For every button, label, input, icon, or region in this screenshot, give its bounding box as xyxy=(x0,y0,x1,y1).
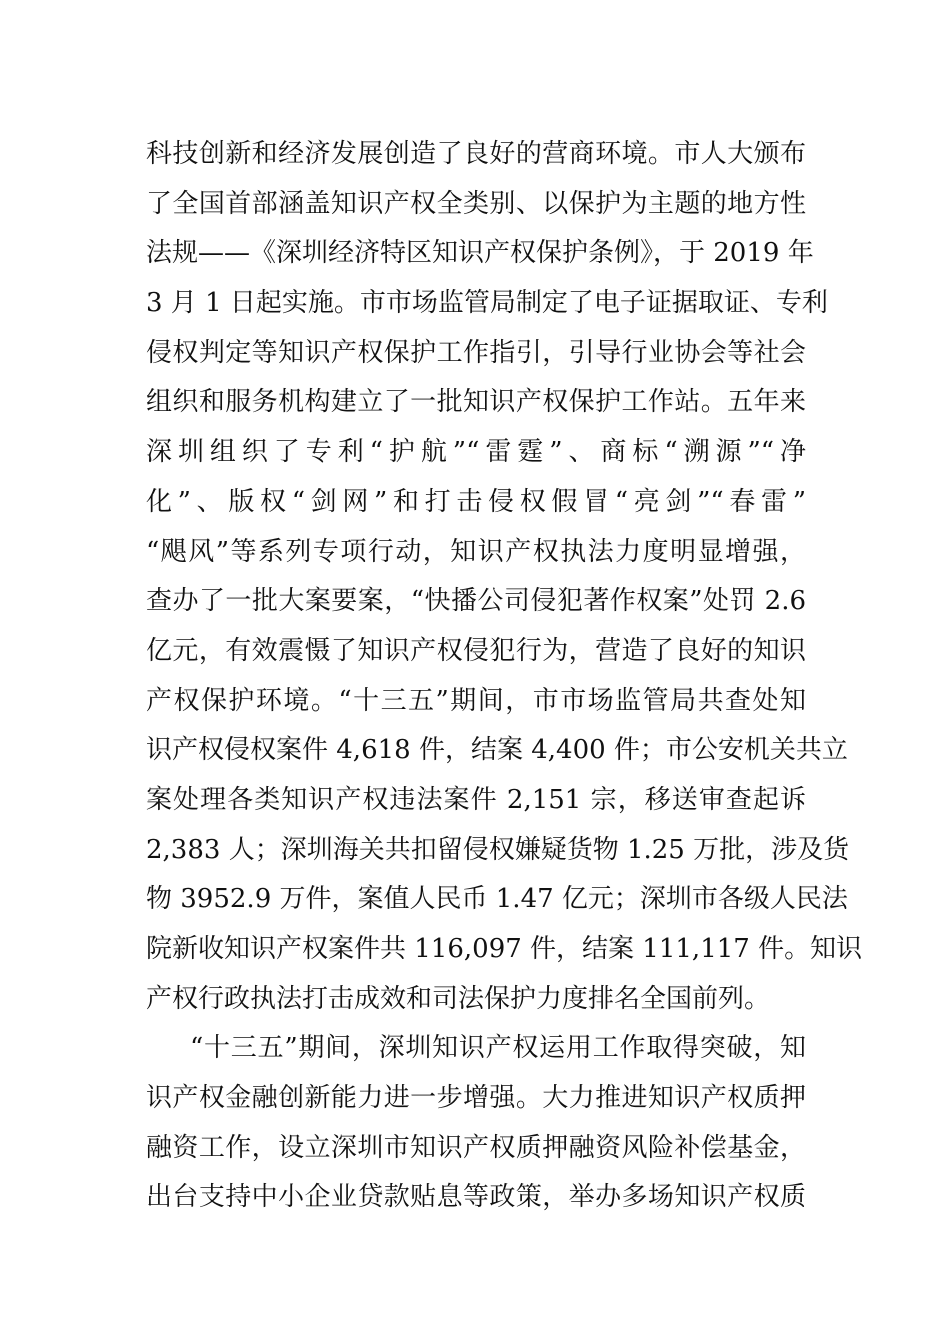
document-body xyxy=(146,130,863,1223)
text-line: “十三五”期间，深圳知识产权运用工作取得突破，知 xyxy=(190,1033,806,1064)
text-line: 出台支持中小企业贷款贴息等政策，举办多场知识产权质 xyxy=(146,1182,806,1213)
text-line: 院新收知识产权案件共 116,097 件，结案 111,117 件。知识 xyxy=(146,934,863,964)
text-line: 2,383 人；深圳海关共扣留侵权嫌疑货物 1.25 万批，涉及货 xyxy=(146,834,850,865)
text-line: 法规——《深圳经济特区知识产权保护条例》，于 2019 年 xyxy=(146,238,814,269)
text-line: 查办了一批大案要案，“快播公司侵犯著作权案”处罚 2.6 xyxy=(146,586,806,617)
text-line: 识产权金融创新能力进一步增强。大力推进知识产权质押 xyxy=(146,1083,806,1114)
text-line: 科技创新和经济发展创造了良好的营商环境。市人大颁布 xyxy=(146,139,806,169)
text-line: 融资工作，设立深圳市知识产权质押融资风险补偿基金， xyxy=(146,1132,806,1163)
text-line: 亿元，有效震慑了知识产权侵犯行为，营造了良好的知识 xyxy=(146,635,806,666)
paragraph xyxy=(146,1024,806,1223)
paragraph xyxy=(146,130,863,1024)
text-line: 物 3952.9 万件，案值人民币 1.47 亿元；深圳市各级人民法 xyxy=(146,884,848,915)
text-line: 产权行政执法打击成效和司法保护力度排名全国前列。 xyxy=(146,983,771,1014)
text-line: 产权保护环境。“十三五”期间，市市场监管局共查处知 xyxy=(146,685,806,716)
text-line: 3 月 1 日起实施。市市场监管局制定了电子证据取证、专利 xyxy=(146,288,828,319)
text-line: 组织和服务机构建立了一批知识产权保护工作站。五年来 xyxy=(146,387,806,418)
text-line: 了全国首部涵盖知识产权全类别、以保护为主题的地方性 xyxy=(146,188,806,219)
text-line: 案处理各类知识产权违法案件 2,151 宗，移送审查起诉 xyxy=(146,784,806,815)
text-line: 侵权判定等知识产权保护工作指引，引导行业协会等社会 xyxy=(146,337,806,368)
text-line: 深圳组织了专利“护航”“雷霆”、商标“溯源”“净 xyxy=(146,437,806,468)
text-line: 化”、版权“剑网”和打击侵权假冒“亮剑”“春雷” xyxy=(146,486,806,517)
text-line: 识产权侵权案件 4,618 件，结案 4,400 件；市公安机关共立 xyxy=(146,735,848,766)
text-line: “飓风”等系列专项行动，知识产权执法力度明显增强， xyxy=(146,536,806,567)
